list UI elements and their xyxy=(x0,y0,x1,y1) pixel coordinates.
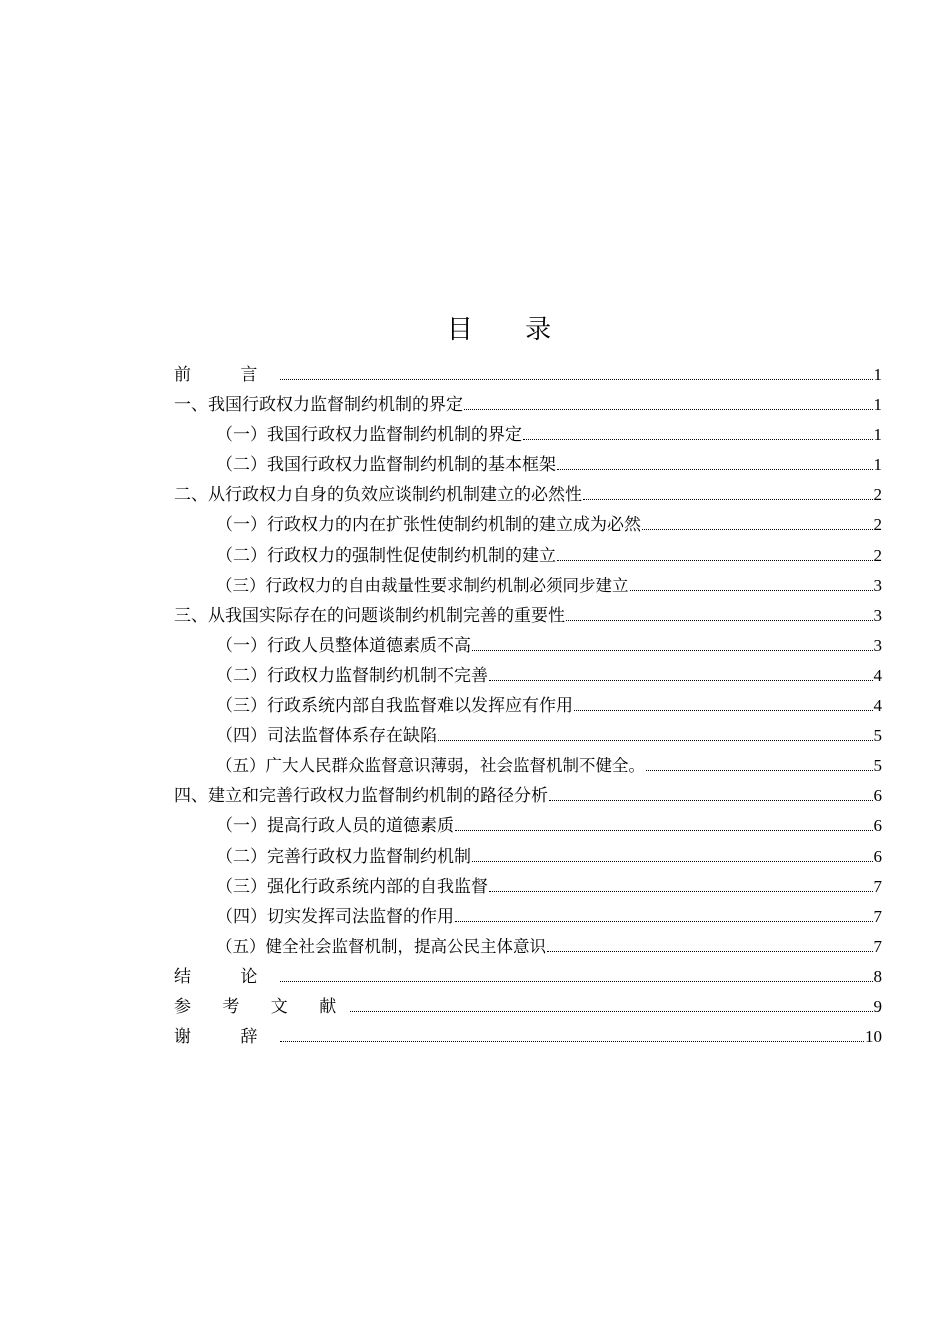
toc-leader-dots xyxy=(547,950,873,952)
toc-entry-label: 三、从我国实际存在的问题谈制约机制完善的重要性 xyxy=(174,605,565,626)
toc-entry-label: （三）行政系统内部自我监督难以发挥应有作用 xyxy=(216,696,573,717)
toc-page-number: 9 xyxy=(873,996,882,1016)
toc-entry-section-2-3 xyxy=(174,571,882,601)
toc-entry-section-1-2 xyxy=(174,450,882,480)
toc-entry-section-4-1 xyxy=(174,811,882,841)
toc-leader-dots xyxy=(549,799,873,801)
toc-page-number: 2 xyxy=(873,545,882,565)
toc-leader-dots xyxy=(350,1010,872,1012)
toc-entry-label: （二）行政权力监督制约机制不完善 xyxy=(216,665,488,686)
toc-entry-section-2-1 xyxy=(174,510,882,540)
toc-entry-label: （三）强化行政系统内部的自我监督 xyxy=(216,876,488,897)
toc-entry-references xyxy=(174,992,882,1022)
toc-leader-dots xyxy=(642,528,873,530)
toc-entry-section-3-4 xyxy=(174,721,882,751)
toc-entry-label: 前 言 xyxy=(174,365,280,385)
toc-entry-preface xyxy=(174,360,882,390)
toc-entry-conclusion xyxy=(174,962,882,992)
toc-entry-label: 结 论 xyxy=(174,966,280,987)
toc-entry-chapter-4 xyxy=(174,781,882,811)
toc-entry-chapter-2 xyxy=(174,480,882,510)
toc-entry-label: （一）提高行政人员的道德素质 xyxy=(216,816,454,837)
toc-entry-label: （二）完善行政权力监督制约机制 xyxy=(216,846,471,867)
toc-leader-dots xyxy=(472,860,873,862)
toc-entry-section-4-2 xyxy=(174,842,882,872)
toc-entry-label: （三）行政权力的自由裁量性要求制约机制必须同步建立 xyxy=(216,575,629,595)
toc-page-number: 7 xyxy=(873,906,882,926)
toc-leader-dots xyxy=(630,589,873,591)
toc-entry-label: （四）司法监督体系存在缺陷 xyxy=(216,726,437,747)
toc-entry-section-3-2 xyxy=(174,661,882,691)
toc-entry-section-4-3 xyxy=(174,872,882,902)
toc-page-number: 1 xyxy=(873,425,882,445)
toc-leader-dots xyxy=(646,769,873,771)
toc-page-number: 2 xyxy=(873,485,882,505)
toc-entry-label: 二、从行政权力自身的负效应谈制约机制建立的必然性 xyxy=(174,485,582,506)
toc-entry-section-4-5 xyxy=(174,932,882,962)
toc-page-number: 4 xyxy=(873,665,882,685)
table-of-contents xyxy=(174,360,882,1052)
toc-entry-label: （一）行政人员整体道德素质不高 xyxy=(216,635,471,656)
toc-leader-dots xyxy=(472,649,873,651)
toc-leader-dots xyxy=(557,468,873,470)
toc-entry-chapter-3 xyxy=(174,601,882,631)
toc-page-number: 6 xyxy=(873,786,882,806)
toc-leader-dots xyxy=(280,378,872,380)
toc-entry-chapter-1 xyxy=(174,390,882,420)
toc-entry-label: （一）我国行政权力监督制约机制的界定 xyxy=(216,425,522,446)
toc-leader-dots xyxy=(489,679,873,681)
toc-title: 目 录 xyxy=(446,315,574,345)
toc-leader-dots xyxy=(280,980,872,982)
toc-page-number: 4 xyxy=(873,696,882,716)
toc-page-number: 2 xyxy=(873,515,882,535)
toc-entry-label: （五）健全社会监督机制，提高公民主体意识 xyxy=(216,936,546,956)
toc-entry-label: 四、建立和完善行政权力监督制约机制的路径分析 xyxy=(174,786,548,807)
toc-page-number: 1 xyxy=(873,395,882,415)
toc-page-number: 1 xyxy=(873,455,882,475)
toc-page-number: 7 xyxy=(873,876,882,896)
toc-page-number: 10 xyxy=(865,1027,882,1047)
toc-leader-dots xyxy=(523,438,873,440)
toc-page-number: 6 xyxy=(873,816,882,836)
toc-entry-section-3-3 xyxy=(174,691,882,721)
toc-page-number: 5 xyxy=(873,756,882,776)
toc-entry-label: （五）广大人民群众监督意识薄弱，社会监督机制不健全。 xyxy=(216,756,645,776)
toc-page-number: 6 xyxy=(873,846,882,866)
toc-entry-section-1-1 xyxy=(174,420,882,450)
toc-entry-label: （二）我国行政权力监督制约机制的基本框架 xyxy=(216,455,556,476)
toc-page-number: 3 xyxy=(873,605,882,625)
toc-entry-label: （一）行政权力的内在扩张性使制约机制的建立成为必然 xyxy=(216,515,641,536)
toc-entry-acknowledgements xyxy=(174,1022,882,1052)
toc-leader-dots xyxy=(574,709,873,711)
toc-entry-label: 一、我国行政权力监督制约机制的界定 xyxy=(174,395,463,416)
toc-entry-label: 谢 辞 xyxy=(174,1027,280,1048)
toc-entry-section-4-4 xyxy=(174,902,882,932)
toc-page-number: 8 xyxy=(873,966,882,986)
toc-entry-section-3-5 xyxy=(174,751,882,781)
toc-page-number: 3 xyxy=(873,635,882,655)
toc-leader-dots xyxy=(583,498,873,500)
toc-leader-dots xyxy=(455,829,873,831)
toc-entry-section-2-2 xyxy=(174,541,882,571)
toc-leader-dots xyxy=(557,559,873,561)
toc-leader-dots xyxy=(464,408,873,410)
toc-page-number: 3 xyxy=(873,575,882,595)
toc-page-number: 7 xyxy=(873,936,882,956)
toc-entry-section-3-1 xyxy=(174,631,882,661)
toc-leader-dots xyxy=(455,920,873,922)
toc-leader-dots xyxy=(280,1040,864,1042)
toc-leader-dots xyxy=(566,619,873,621)
toc-entry-label: 参 考 文 献 xyxy=(174,996,350,1017)
toc-entry-label: （四）切实发挥司法监督的作用 xyxy=(216,906,454,927)
toc-entry-label: （二）行政权力的强制性促使制约机制的建立 xyxy=(216,545,556,566)
toc-page-number: 5 xyxy=(873,726,882,746)
toc-leader-dots xyxy=(438,739,873,741)
toc-leader-dots xyxy=(489,890,873,892)
toc-page-number: 1 xyxy=(873,365,882,384)
